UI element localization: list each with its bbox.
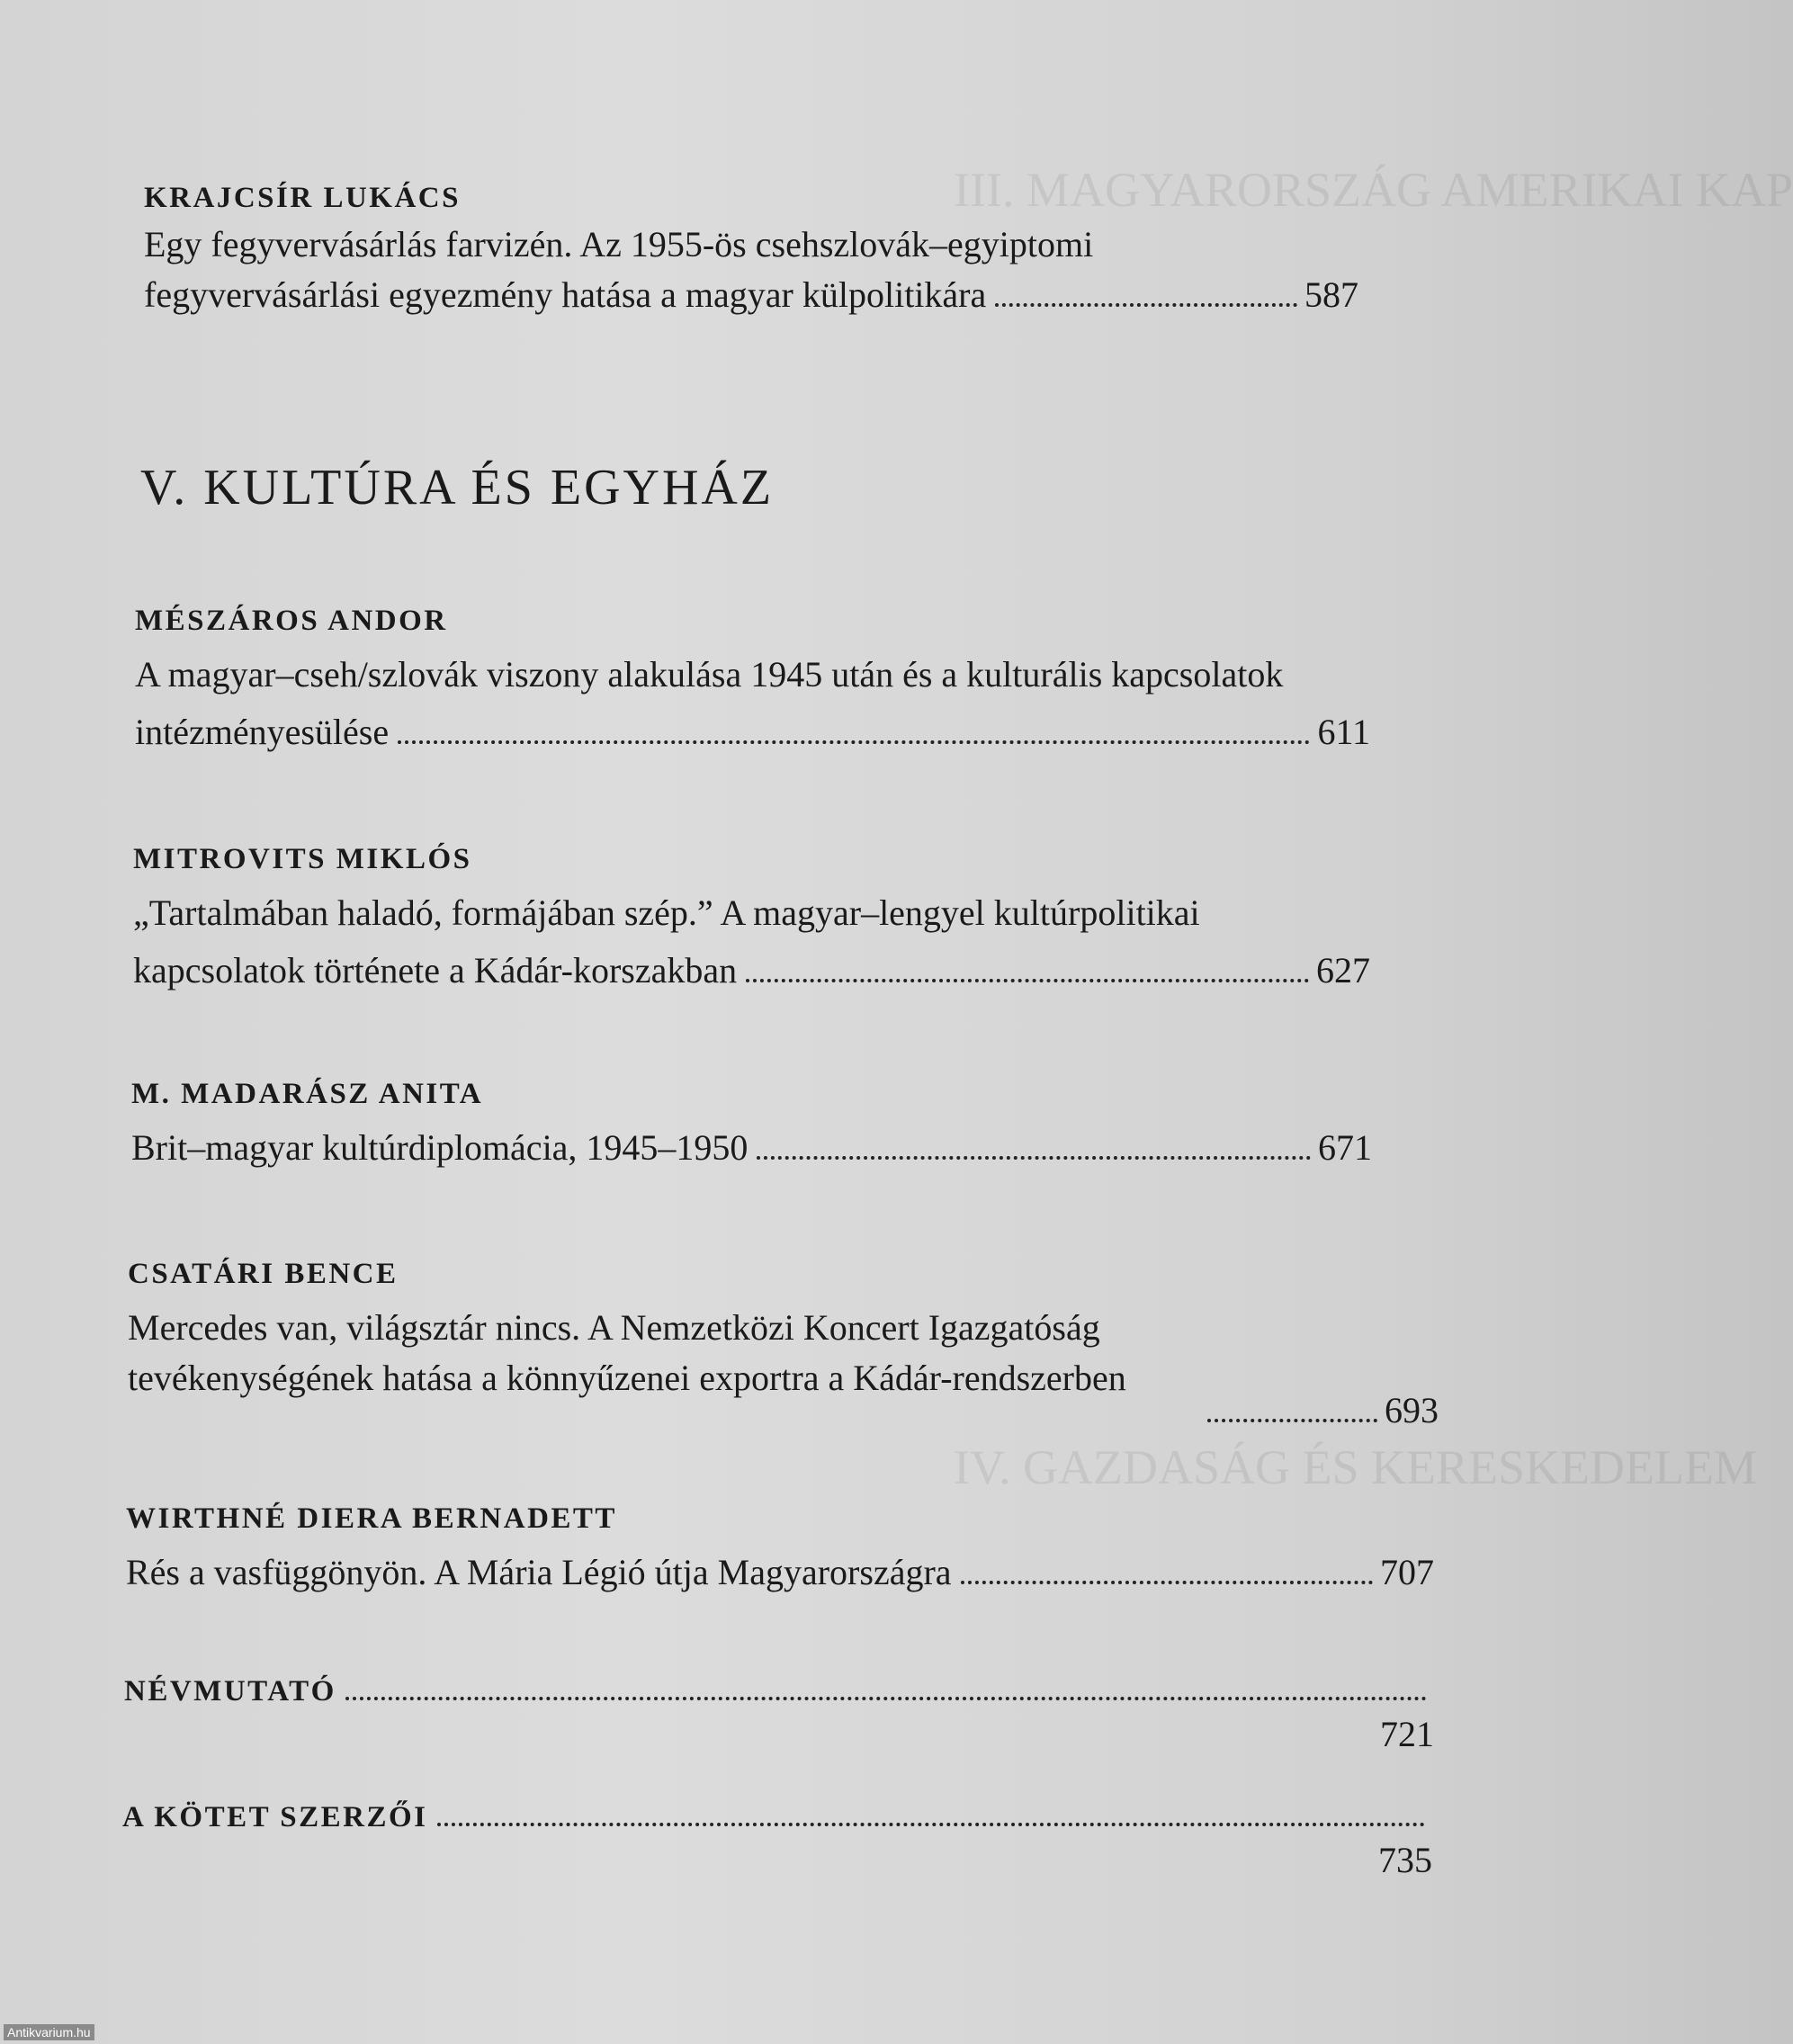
toc-entry xyxy=(133,841,1370,996)
entry-title-line: Egy fegyvervásárlás farvizén. Az 1955-ös csehszlovák–egyiptomi xyxy=(144,224,1094,264)
show-through-text: IV. GAZDASÁG ÉS KERESKEDELEM xyxy=(954,1440,1758,1494)
dot-leader xyxy=(995,302,1297,307)
dot-leader xyxy=(961,1580,1373,1584)
authors-list-page-row xyxy=(122,1835,1432,1886)
authors-list-line xyxy=(122,1799,1432,1835)
dot-leader xyxy=(757,1155,1311,1160)
entry-author: KRAJCSÍR LUKÁCS xyxy=(144,182,461,214)
authors-list-entry xyxy=(122,1799,1432,1886)
entry-title-line: Brit–magyar kultúrdiplomácia, 1945–1950 xyxy=(131,1127,749,1168)
authors-list-label: A KÖTET SZERZŐI xyxy=(122,1801,428,1833)
entry-title-line-with-page xyxy=(131,1123,1372,1173)
entry-title-line: tevékenységének hatása a könnyűzenei exportra a Kádár-rendszerben xyxy=(128,1358,1126,1398)
entry-page-number: 611 xyxy=(1317,712,1370,752)
entry-page-number: 627 xyxy=(1316,950,1370,991)
show-through-text: III. MAGYARORSZÁG AMERIKAI KAP xyxy=(954,163,1793,217)
entry-title-line-with-page xyxy=(135,707,1370,758)
entry-title-line-with-page xyxy=(133,946,1370,996)
dot-leader xyxy=(437,1822,1425,1826)
toc-entry xyxy=(135,603,1370,758)
dot-leader xyxy=(345,1696,1427,1700)
watermark: Antikvarium.hu xyxy=(4,2024,94,2040)
entry-author: M. MADARÁSZ ANITA xyxy=(131,1078,484,1110)
entry-title-line-with-page xyxy=(126,1547,1434,1598)
entry-author: MITROVITS MIKLÓS xyxy=(133,843,472,875)
entry-page-number: 587 xyxy=(1304,274,1358,315)
section-heading: V. KULTÚRA ÉS EGYHÁZ xyxy=(140,460,775,515)
entry-page-number: 707 xyxy=(1380,1552,1434,1592)
toc-entry xyxy=(144,180,1358,320)
entry-title-line: A magyar–cseh/szlovák viszony alakulása 1945 után és a kulturális kapcsolatok xyxy=(135,654,1284,695)
index-page-row xyxy=(124,1709,1434,1760)
entry-title-line: Mercedes van, világsztár nincs. A Nemzetközi Koncert Igazgatóság xyxy=(128,1307,1100,1348)
entry-title-line-with-page xyxy=(128,1385,1439,1436)
toc-entry xyxy=(131,1076,1372,1173)
entry-title-line-with-page xyxy=(144,270,1358,320)
index-line xyxy=(124,1673,1434,1709)
entry-title-line: „Tartalmában haladó, formájában szép.” A magyar–lengyel kultúrpolitikai xyxy=(133,892,1200,933)
index-label: NÉVMUTATÓ xyxy=(124,1675,336,1708)
entry-author: CSATÁRI BENCE xyxy=(128,1258,399,1290)
entry-title-line: Rés a vasfüggönyön. A Mária Légió útja Magyarországra xyxy=(126,1552,952,1592)
entry-author: MÉSZÁROS ANDOR xyxy=(135,605,448,637)
toc-entry xyxy=(128,1256,1374,1403)
toc-entry xyxy=(126,1501,1434,1598)
toc-entry-continuation xyxy=(128,1385,1439,1436)
entry-page-number: 671 xyxy=(1318,1127,1372,1168)
entry-title-line: intézményesülése xyxy=(135,712,390,752)
index-page-number: 721 xyxy=(1380,1714,1434,1754)
entry-title-line: kapcsolatok története a Kádár-korszakban xyxy=(133,950,738,991)
dot-leader xyxy=(746,978,1309,982)
index-entry xyxy=(124,1673,1434,1760)
entry-page-number: 693 xyxy=(1385,1390,1439,1430)
authors-list-page-number: 735 xyxy=(1378,1840,1432,1880)
dot-leader xyxy=(398,740,1310,744)
dot-leader xyxy=(1207,1418,1377,1422)
entry-author: WIRTHNÉ DIERA BERNADETT xyxy=(126,1502,617,1535)
entry-title-line: fegyvervásárlási egyezmény hatása a magyar külpolitikára xyxy=(144,274,987,315)
